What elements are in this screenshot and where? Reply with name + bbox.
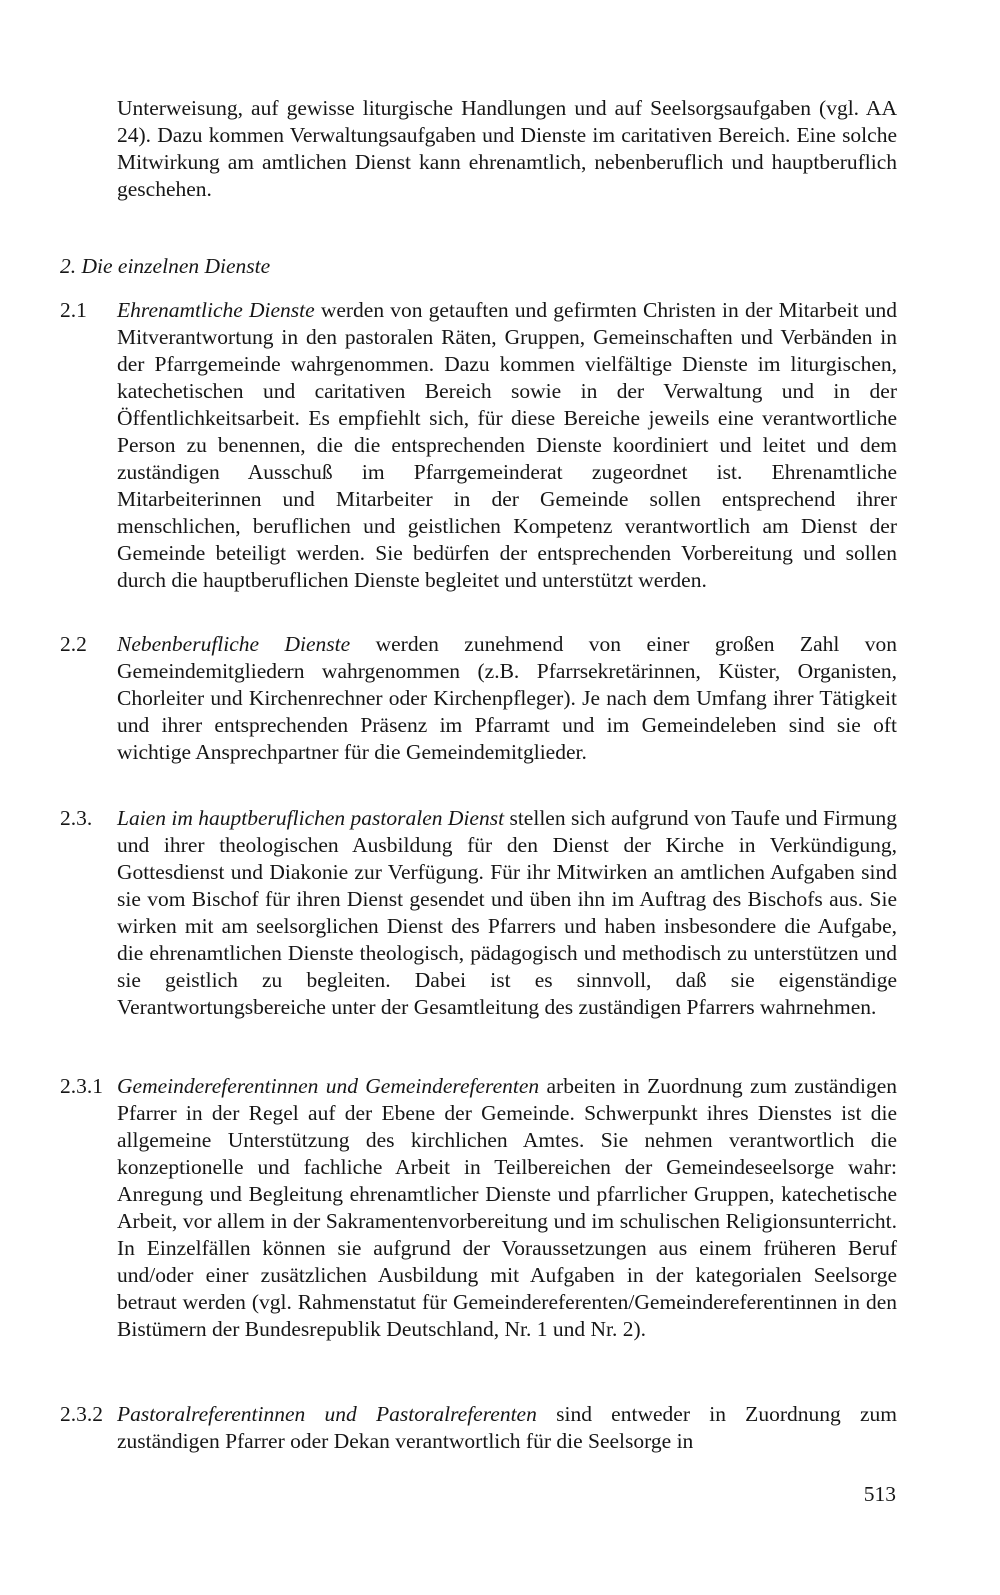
item-term: Ehrenamtliche Dienste — [117, 298, 315, 322]
item-text: stellen sich aufgrund von Taufe und Firmung und ihrer theologischen Ausbildung für den Dienst der Kirche in Verkündigung, Gottesdienst und Diakonie zur Verfügung. Für ihr Mitwirken an amtlichen Aufgaben sind sie vom Bischof für ihren Dienst gesendet und üben ihn im Auftrag des Bischofs aus. Sie wirken mit am seelsorglichen Dienst des Pfarrers und haben insbesondere die Aufgabe, die ehrenamtlichen Dienste theologisch, pädagogisch und methodisch zu unterstützen und sie geistlich zu begleiten. Dabei ist es sinnvoll, daß sie eigenständige Verantwortungsbereiche unter der Gesamtleitung des zuständigen Pfarrers wahrnehmen. — [117, 806, 898, 1019]
item-2-1 — [60, 297, 897, 594]
item-body — [117, 1401, 897, 1455]
item-2-3-1 — [60, 1073, 897, 1343]
item-number: 2.3. — [60, 806, 93, 830]
item-term: Gemeindereferentinnen und Gemeindereferenten — [117, 1074, 540, 1098]
item-body — [117, 1073, 897, 1343]
item-term: Laien im hauptberuflichen pastoralen Dienst — [117, 806, 505, 830]
item-2-3-2 — [60, 1401, 897, 1455]
item-2-3 — [60, 805, 897, 1021]
item-body — [117, 297, 897, 594]
item-number: 2.2 — [60, 632, 87, 656]
section-number: 2. — [60, 254, 77, 278]
section-title: Die einzelnen Dienste — [81, 254, 271, 278]
item-term: Nebenberufliche Dienste — [117, 632, 351, 656]
item-2-2 — [60, 631, 897, 766]
item-text: werden von getauften und gefirmten Christen in der Mitarbeit und Mitverantwortung in den pastoralen Räten, Gruppen, Gemeinschaften und Verbänden in der Pfarrgemeinde wahrgenommen. Dazu kommen vielfältige Dienste im liturgischen, katechetischen und caritativen Bereich sowie in der Verwaltung und in der Öffentlichkeitsarbeit. Es empfiehlt sich, für diese Bereiche jeweils eine verantwortliche Person zu benennen, die die entsprechenden Dienste koordiniert und leitet und dem zuständigen Ausschuß im Pfarrgemeinderat zugeordnet ist. Ehrenamtliche Mitarbeiterinnen und Mitarbeiter in der Gemeinde sollen entsprechend ihrer menschlichen, beruflichen und geistlichen Kompetenz verantwortlich am Dienst der Gemeinde beteiligt werden. Sie bedürfen der entsprechenden Vorbereitung und sollen durch die hauptberuflichen Dienste begleitet und unterstützt werden. — [117, 298, 898, 592]
item-term: Pastoralreferentinnen und Pastoralreferenten — [117, 1402, 537, 1426]
item-body — [117, 631, 897, 766]
item-number: 2.3.2 — [60, 1402, 103, 1426]
item-text: arbeiten in Zuordnung zum zuständigen Pfarrer in der Regel auf der Ebene der Gemeinde. Schwerpunkt ihres Dienstes ist die allgemeine Unterstützung des kirchlichen Amtes. Sie nehmen verantwortlich die konzeptionelle und fachliche Arbeit in Teilbereichen der Gemeindeseelsorge wahr: Anregung und Begleitung ehrenamtlicher Dienste und pfarrlicher Gruppen, katechetische Arbeit, vor allem in der Sakramentenvorbereitung und im schulischen Religionsunterricht. In Einzelfällen können sie aufgrund der Voraussetzungen aus einem früheren Beruf und/oder einer zusätzlichen Ausbildung mit Aufgaben in der kategorialen Seelsorge betraut werden (vgl. Rahmenstatut für Gemeindereferenten/Gemeindereferentinnen in den Bistümern der Bundesrepublik Deutschland, Nr. 1 und Nr. 2). — [117, 1074, 897, 1341]
section-heading — [60, 253, 270, 280]
item-text: sind entweder in Zuordnung zum zuständigen Pfarrer oder Dekan verantwortlich für die Seelsorge in — [117, 1402, 897, 1453]
page-number: 513 — [863, 1482, 896, 1506]
item-text: werden zunehmend von einer großen Zahl von Gemeindemitgliedern wahrgenommen (z.B. Pfarrsekretärinnen, Küster, Organisten, Chorleiter und Kirchenrechner oder Kirchenpfleger). Je nach dem Umfang ihrer Tätigkeit und ihrer entsprechenden Präsenz im Pfarramt und im Gemeindeleben sind sie oft wichtige Ansprechpartner für die Gemeindemitglieder. — [117, 632, 897, 764]
item-body — [117, 805, 897, 1021]
item-number: 2.1 — [60, 298, 87, 322]
item-number: 2.3.1 — [60, 1074, 103, 1098]
intro-paragraph: Unterweisung, auf gewisse liturgische Handlungen und auf Seelsorgsaufgaben (vgl. AA 24). Dazu kommen Verwaltungsaufgaben und Dienste im caritativen Bereich. Eine solche Mitwirkung am amtlichen Dienst kann ehrenamtlich, nebenberuflich und hauptberuflich geschehen. — [117, 96, 897, 201]
